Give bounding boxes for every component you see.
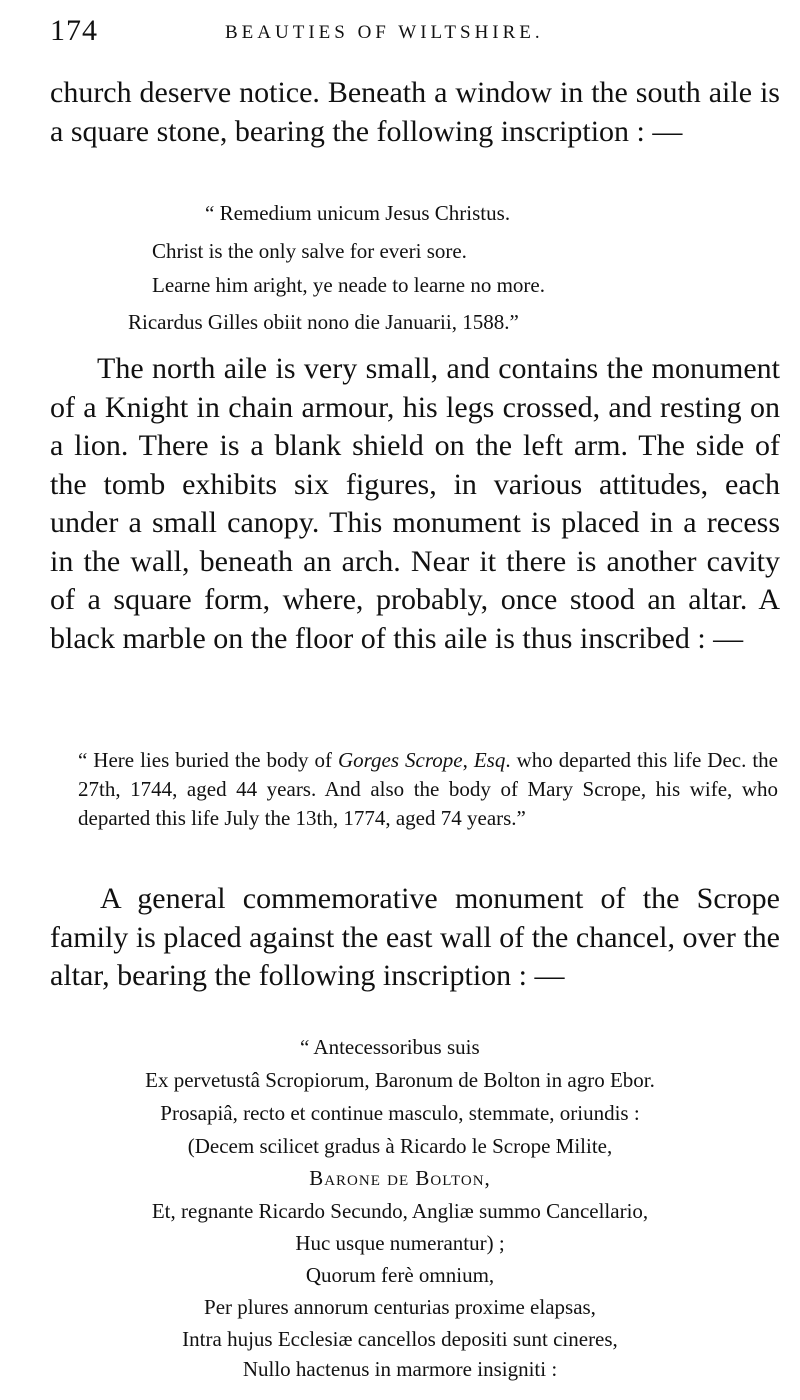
running-head <box>50 14 780 54</box>
running-title: BEAUTIES OF WILTSHIRE. <box>225 22 544 43</box>
inscription-line: Huc usque numerantur) ; <box>295 1231 505 1255</box>
inscription-line: Christ is the only salve for everi sore. <box>152 239 467 263</box>
epitaph-text: , <box>462 748 474 772</box>
inscription-line: Prosapiâ, recto et continue masculo, stemmate, oriundis : <box>160 1101 640 1125</box>
epitaph-esq: Esq <box>473 748 506 772</box>
epitaph-text: . who departed this life Dec. the 27th, 1744, aged 44 years. And also the body of Mary Scrope, his wife, who departed this life July the 13th, 1774, aged 74 years.” <box>78 748 778 830</box>
inscription-line: Learne him aright, ye neade to learne no more. <box>152 273 545 297</box>
inscription-line: “ Antecessoribus suis <box>300 1035 480 1059</box>
inscription-scrope-epitaph <box>78 746 778 833</box>
inscription-line: (Decem scilicet gradus à Ricardo le Scrope Milite, <box>187 1134 613 1158</box>
inscription-line: Intra hujus Ecclesiæ cancellos depositi sunt cineres, <box>182 1327 618 1351</box>
paragraph-north-aile: The north aile is very small, and contains the monument of a Knight in chain armour, his legs crossed, and resting on a lion. There is a blank shield on the left arm. The side of the tomb exhibits six figures, in various attitudes, each under a small canopy. This monument is placed in a recess in the wall, beneath an arch. Near it there is another cavity of a square form, where, probably, once stood an altar. A black marble on the floor of this aile is thus inscribed : — <box>50 352 780 655</box>
epitaph-name: Gorges Scrope <box>338 748 463 772</box>
inscription-line: “ Remedium unicum Jesus Christus. <box>205 201 511 225</box>
inscription-line: Ricardus Gilles obiit nono die Januarii, 1588.” <box>128 310 519 334</box>
inscription-line: Et, regnante Ricardo Secundo, Angliæ summo Cancellario, <box>151 1199 649 1223</box>
paragraph-intro: church deserve notice. Beneath a window in the south aile is a square stone, bearing the following inscription : — <box>50 76 780 148</box>
inscription-line: Per plures annorum centurias proxime elapsas, <box>204 1295 596 1319</box>
inscription-line: Quorum ferè omnium, <box>305 1263 495 1287</box>
inscription-line: Nullo hactenus in marmore insigniti : <box>242 1357 558 1381</box>
inscription-line: Barone de Bolton, <box>309 1166 491 1190</box>
epitaph-text: “ Here lies buried the body of <box>78 748 338 772</box>
page-number: 174 <box>50 14 98 47</box>
paragraph-commemorative: A general commemorative monument of the Scrope family is placed against the east wall of the chancel, over the altar, bearing the following inscription : — <box>50 882 780 992</box>
inscription-line: Ex pervetustâ Scropiorum, Baronum de Bolton in agro Ebor. <box>145 1068 655 1092</box>
